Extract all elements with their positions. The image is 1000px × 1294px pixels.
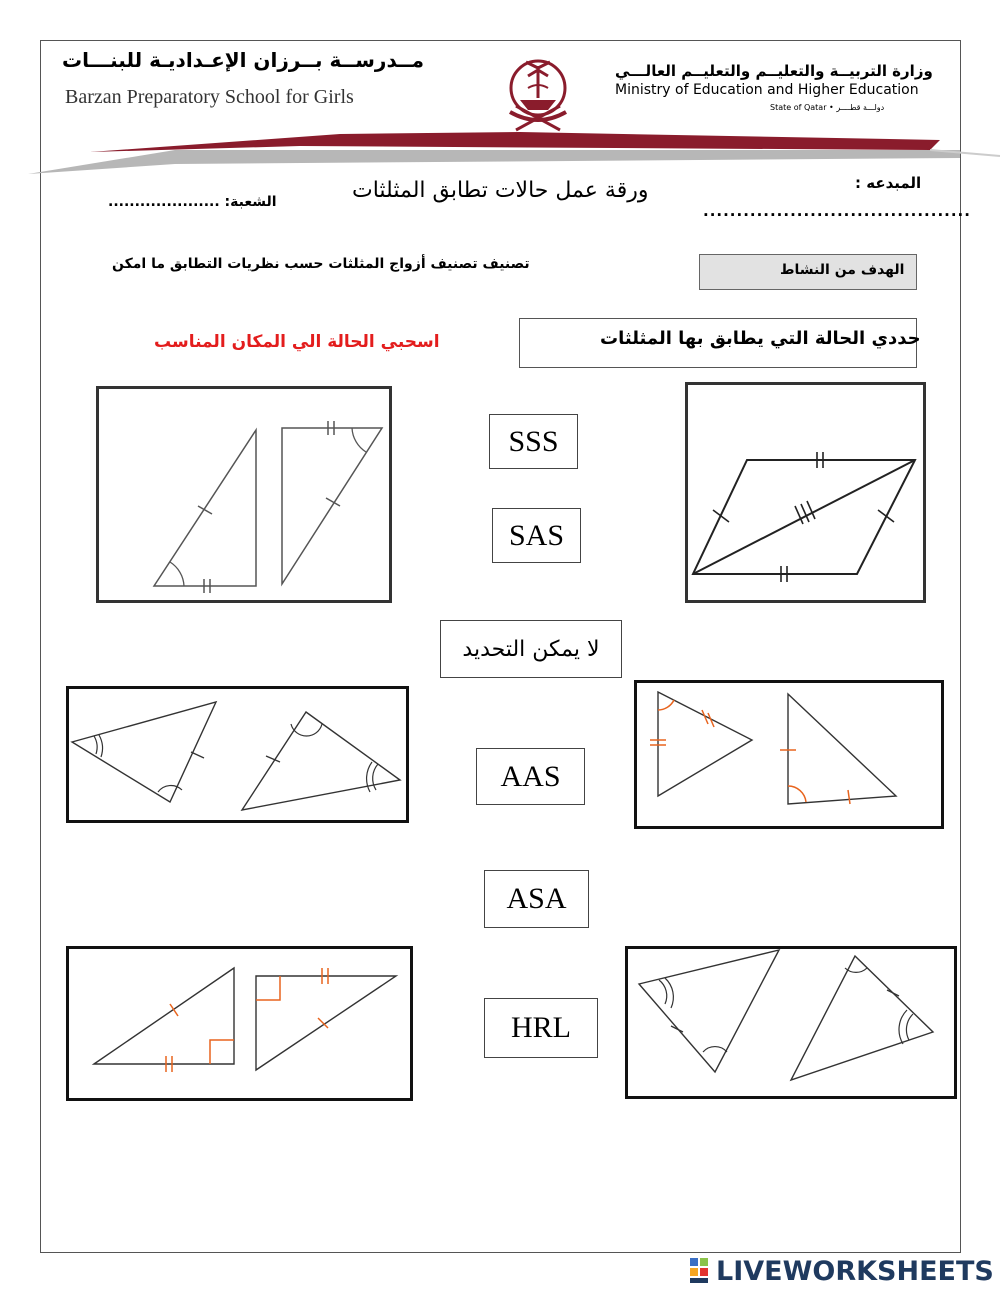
figure-triangles-orange-1[interactable] [634,680,944,830]
figure-right-triangles-1[interactable] [96,386,396,606]
goal-text: تصنيف تصنيف أزواج المثلثات حسب نظريات التطابق ما امكن [112,256,530,272]
option-asa[interactable]: ASA [484,870,589,928]
state-of-qatar: State of Qatar • دولـــة قطــــر [770,103,885,112]
option-sas[interactable]: SAS [492,508,581,563]
liveworksheets-logo-icon [690,1258,718,1284]
qatar-emblem-icon [498,48,578,136]
option-undetermined[interactable]: لا يمكن التحديد [440,620,622,678]
option-hrl[interactable]: HRL [484,998,598,1058]
instruction-text: حددي الحالة التي يطابق بها المثلثات [600,328,921,349]
option-aas[interactable]: AAS [476,748,585,805]
figure-right-triangles-2[interactable] [66,946,413,1102]
creator-label: المبدعه : [855,174,922,192]
option-sss[interactable]: SSS [489,414,578,469]
worksheet-title: ورقة عمل حالات تطابق المثلثات [352,178,649,203]
figure-triangles-angles-1[interactable] [66,686,409,824]
figure-parallelogram[interactable] [685,382,927,604]
school-name-arabic: مــدرســة بــرزان الإعـداديـة للبنـــات [62,48,425,72]
ministry-name-english: Ministry of Education and Higher Education [615,82,919,98]
goal-label: الهدف من النشاط [780,262,905,278]
school-name-english: Barzan Preparatory School for Girls [65,86,354,108]
header-banner [0,130,1000,180]
liveworksheets-logo-text: LIVEWORKSHEETS [716,1256,994,1287]
ministry-name-arabic: وزارة التربيــة والتعليــم والتعليــم العالـــي [615,62,933,80]
figure-triangles-angles-2[interactable] [625,946,957,1100]
drag-instruction: اسحبي الحالة الي المكان المناسب [154,332,440,352]
section-field[interactable]: الشعبة: ..................... [108,194,277,210]
creator-name-field[interactable]: ........................................ [703,202,971,220]
